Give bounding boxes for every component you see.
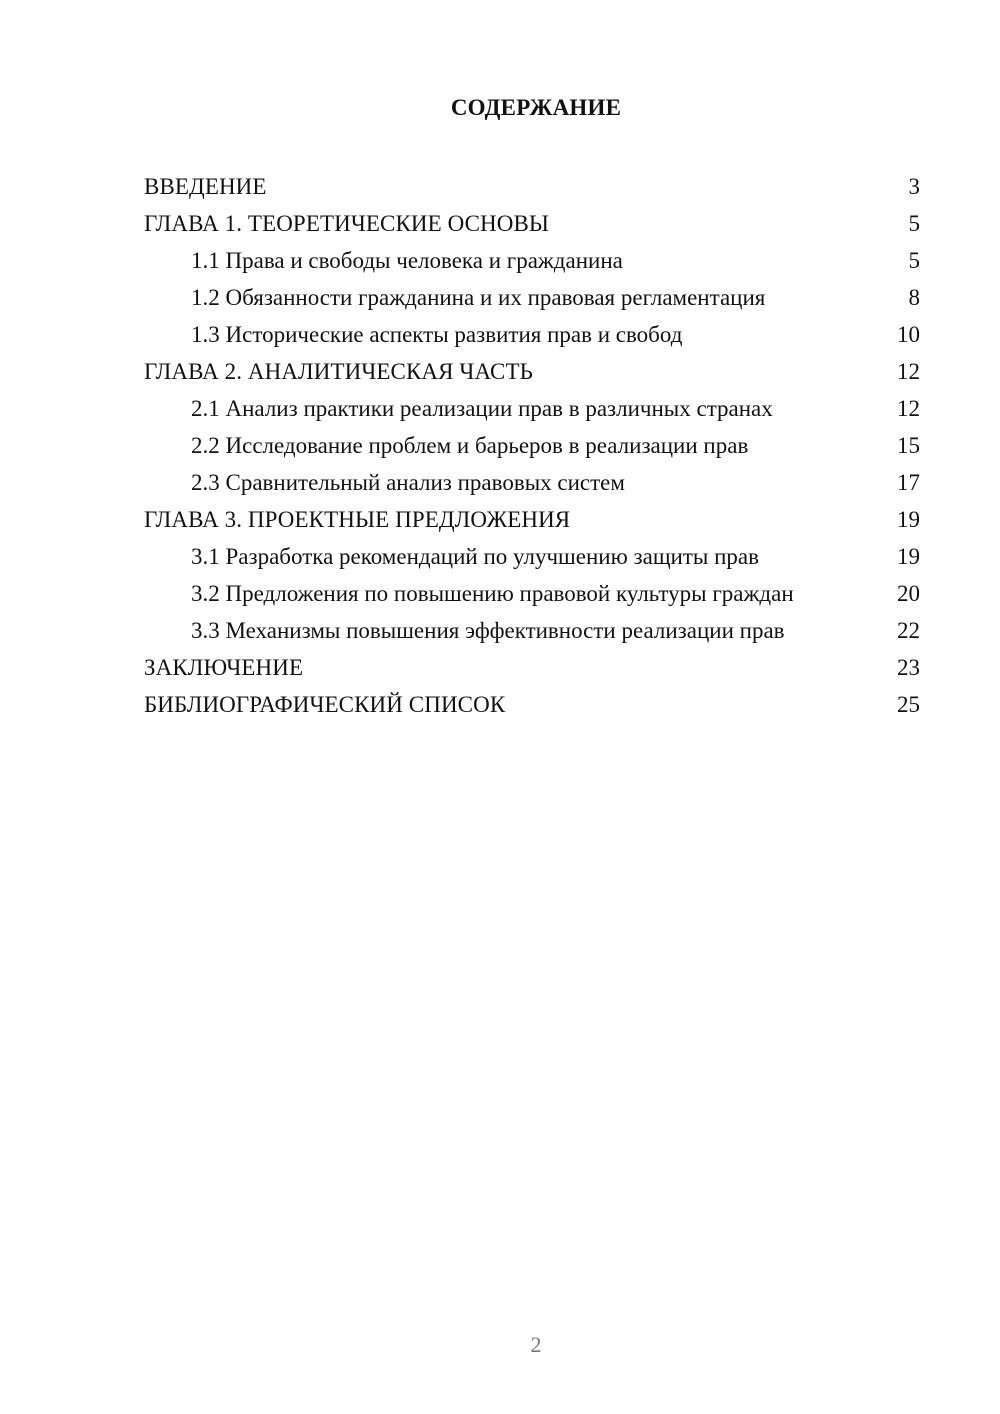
toc-entry-section-2-2[interactable] [144, 427, 920, 464]
table-of-contents [144, 168, 920, 723]
toc-entry-page: 19 [897, 506, 920, 532]
toc-entry-label: 2.1 Анализ практики реализации прав в различных странах [191, 395, 773, 421]
toc-entry-label: ГЛАВА 3. ПРОЕКТНЫЕ ПРЕДЛОЖЕНИЯ [144, 506, 571, 532]
toc-entry-page: 25 [897, 691, 920, 717]
toc-entry-page: 3 [908, 173, 920, 199]
toc-entry-section-3-1[interactable] [144, 538, 920, 575]
toc-entry-page: 12 [897, 395, 920, 421]
toc-entry-label: БИБЛИОГРАФИЧЕСКИЙ СПИСОК [144, 691, 506, 717]
toc-entry-page: 5 [908, 247, 920, 273]
toc-entry-conclusion[interactable] [144, 649, 920, 686]
toc-entry-label: ЗАКЛЮЧЕНИЕ [144, 654, 304, 680]
toc-entry-bibliography[interactable] [144, 686, 920, 723]
toc-entry-chapter-2[interactable] [144, 353, 920, 390]
toc-entry-page: 15 [897, 432, 920, 458]
toc-entry-section-1-2[interactable] [144, 279, 920, 316]
toc-entry-page: 5 [908, 210, 920, 236]
toc-entry-section-1-3[interactable] [144, 316, 920, 353]
toc-entry-label: ГЛАВА 1. ТЕОРЕТИЧЕСКИЕ ОСНОВЫ [144, 210, 550, 236]
toc-entry-label: 1.3 Исторические аспекты развития прав и свобод [191, 321, 683, 347]
toc-entry-introduction[interactable] [144, 168, 920, 205]
toc-entry-chapter-1[interactable] [144, 205, 920, 242]
toc-entry-section-3-3[interactable] [144, 612, 920, 649]
toc-entry-chapter-3[interactable] [144, 501, 920, 538]
toc-entry-label: ГЛАВА 2. АНАЛИТИЧЕСКАЯ ЧАСТЬ [144, 358, 533, 384]
toc-entry-page: 19 [897, 543, 920, 569]
toc-entry-label: 1.2 Обязанности гражданина и их правовая регламентация [191, 284, 766, 310]
toc-entry-label: ВВЕДЕНИЕ [144, 173, 267, 199]
toc-entry-page: 22 [897, 617, 920, 643]
toc-entry-label: 3.3 Механизмы повышения эффективности реализации прав [191, 617, 785, 643]
toc-entry-section-3-2[interactable] [144, 575, 920, 612]
toc-entry-page: 20 [897, 580, 920, 606]
toc-entry-section-1-1[interactable] [144, 242, 920, 279]
toc-entry-page: 17 [897, 469, 920, 495]
page-number: 2 [530, 1332, 542, 1357]
toc-entry-section-2-1[interactable] [144, 390, 920, 427]
toc-entry-page: 8 [908, 284, 920, 310]
toc-entry-page: 12 [897, 358, 920, 384]
toc-entry-label: 2.3 Сравнительный анализ правовых систем [191, 469, 625, 495]
toc-entry-page: 10 [897, 321, 920, 347]
toc-entry-label: 3.2 Предложения по повышению правовой культуры граждан [191, 580, 794, 606]
toc-entry-label: 1.1 Права и свободы человека и гражданина [191, 247, 623, 273]
toc-entry-page: 23 [897, 654, 920, 680]
toc-entry-label: 3.1 Разработка рекомендаций по улучшению защиты прав [191, 543, 759, 569]
toc-title: СОДЕРЖАНИЕ [450, 95, 622, 120]
toc-entry-section-2-3[interactable] [144, 464, 920, 501]
toc-entry-label: 2.2 Исследование проблем и барьеров в реализации прав [191, 432, 749, 458]
